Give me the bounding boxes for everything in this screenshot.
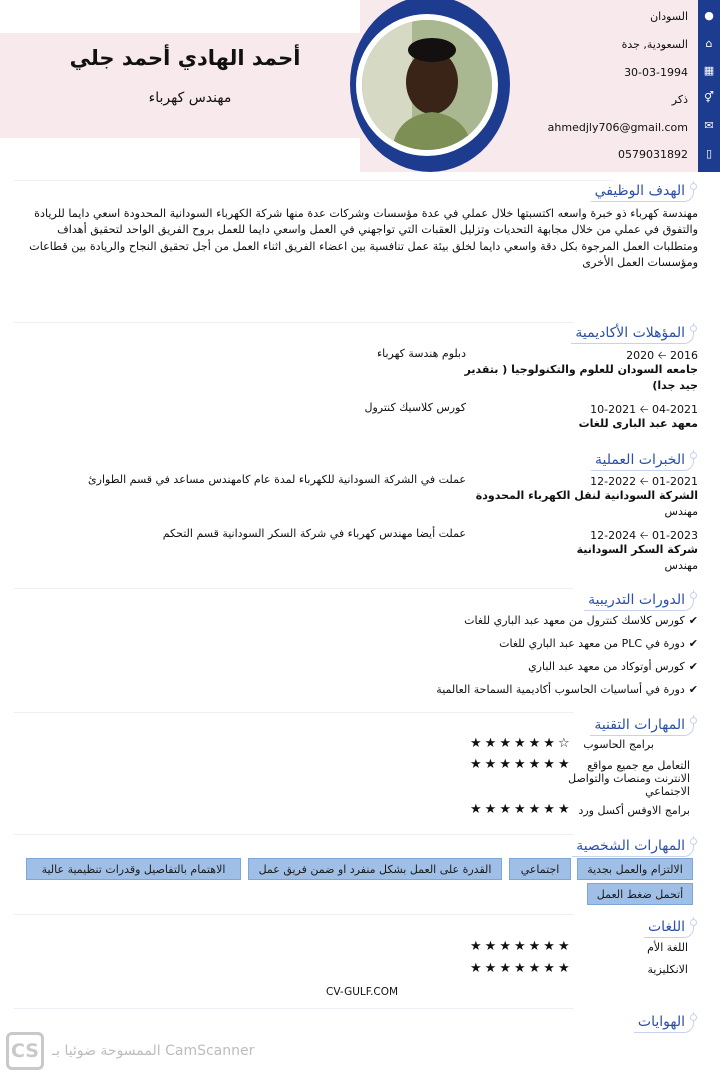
profile-photo <box>362 20 492 150</box>
language-name: الانكليزية <box>647 963 688 976</box>
star-icon: ★ <box>513 961 529 976</box>
star-icon: ★ <box>543 961 558 976</box>
experience-company: الشركة السودانية لنقل الكهرباء المحدودة <box>475 489 698 502</box>
objective-text: مهندسة كهرباء ذو خبرة واسعه اكتسبتها خلال عملي في عدة مؤسسات وشركات عدة منها شركة الكهرباء السودانية المحدودة اسعي دايما للريادة والتفوق في عملي من خلال مجابهة التحديات وتزليل العقبات التي تواجهني في العمل واسعي دايما للعمل بروح الفريق الواحد لتحقيق أهداف ومتطلبات العمل المرجوة بكل دقة واسعي دايما لخلق بيئة عمل تنافسية بين اعضاء الفريق اثناء العمل من أجل تحقيق النجاح والريادة بين قطاعات ومؤسسات العمل الأخرى <box>29 207 698 269</box>
education-institution: جامعه السودان للعلوم والتكنولوجيا ( بتقدير <box>464 363 698 376</box>
personal-skill-tag: اجتماعي <box>509 858 571 880</box>
star-icon: ★ <box>484 802 500 817</box>
star-icon: ★ <box>484 939 500 954</box>
star-icon: ★ <box>528 757 544 772</box>
location-icon: ● <box>704 9 714 22</box>
experience-dates: 01-2021 🡠 12-2022 <box>590 475 698 488</box>
personal-skill-tag: أتحمل ضغط العمل <box>587 883 693 905</box>
check-icon: ✔ <box>688 614 698 627</box>
star-icon: ★ <box>528 802 544 817</box>
star-icon: ★ <box>499 736 514 751</box>
calendar-icon: ▦ <box>703 64 715 77</box>
divider <box>14 712 574 713</box>
star-icon: ★ <box>499 802 514 817</box>
contact-country: السودان <box>650 10 688 23</box>
tech-skill-name-cont: الانترنت ومنصات والتواصل <box>568 772 690 785</box>
star-icon: ★ <box>528 961 544 976</box>
arrow-left-icon: 🡠 <box>639 475 649 488</box>
languages-title: اللغات <box>644 917 694 938</box>
experience-company: شركة السكر السودانية <box>576 543 698 556</box>
divider <box>14 834 574 835</box>
experience-role: مهندس <box>664 505 698 518</box>
star-icon: ★ <box>543 802 558 817</box>
home-icon: ⌂ <box>705 37 713 50</box>
course-item: ✔كورس كلاسك كنترول من معهد عبد الباري للغات <box>464 614 698 627</box>
course-item: ✔كورس أوتوكاد من معهد عبد الباري <box>528 660 698 673</box>
star-icon: ★ <box>528 736 544 751</box>
tech-skill-rating <box>470 802 573 817</box>
job-title: مهندس كهرباء <box>148 90 232 106</box>
star-icon: ★ <box>513 939 529 954</box>
course-item: ✔دورة في أساسيات الحاسوب أكاديمية السماحة العالمية <box>436 683 698 696</box>
language-rating <box>470 961 573 976</box>
check-icon: ✔ <box>688 637 698 650</box>
star-icon: ★ <box>557 802 573 817</box>
contact-birth-date: 30-03-1994 <box>624 66 688 79</box>
site-watermark: CV-GULF.COM <box>326 986 399 998</box>
language-name: اللغة الأم <box>647 941 688 954</box>
education-institution: معهد عبد البارى للغات <box>578 417 698 430</box>
education-institution-cont: جيد جدا) <box>652 379 698 392</box>
tech-skill-name: برامج الاوفس أكسل ورد <box>578 804 690 817</box>
tech-skill-name: التعامل مع جميع مواقع <box>587 759 690 772</box>
education-degree: دبلوم هندسة كهرباء <box>376 347 466 360</box>
personal-skills-title: المهارات الشخصية <box>572 836 694 857</box>
tech-skills-title: المهارات التقنية <box>590 715 694 736</box>
contact-city: السعودية, جدة <box>621 38 688 51</box>
education-title: المؤهلات الأكاديمية <box>571 323 694 344</box>
star-icon: ★ <box>470 757 485 772</box>
star-icon: ★ <box>557 757 573 772</box>
star-icon: ★ <box>557 939 573 954</box>
star-icon: ★ <box>557 961 573 976</box>
camscanner-text: الممسوحة ضوئيا بـ CamScanner <box>52 1043 255 1059</box>
objective-title: الهدف الوظيفي <box>591 181 694 202</box>
divider <box>14 180 614 181</box>
star-icon: ★ <box>543 757 558 772</box>
divider <box>14 914 574 915</box>
phone-icon: ▯ <box>705 147 713 160</box>
contact-sidebar <box>698 0 720 172</box>
star-icon: ★ <box>513 736 529 751</box>
email-icon: ✉ <box>704 119 714 132</box>
course-item: ✔دورة في PLC من معهد عبد الباري للغات <box>499 637 698 650</box>
star-icon: ★ <box>470 961 485 976</box>
hobbies-title: الهوايات <box>634 1012 694 1033</box>
experience-dates: 01-2023 🡠 12-2024 <box>590 529 698 542</box>
star-icon: ★ <box>528 939 544 954</box>
star-icon: ☆ <box>557 736 573 751</box>
divider <box>14 1008 574 1009</box>
personal-skill-tag: القدرة على العمل بشكل منفرد او ضمن فريق عمل <box>248 858 502 880</box>
star-icon: ★ <box>470 802 485 817</box>
language-rating <box>470 939 573 954</box>
divider <box>14 322 574 323</box>
tech-skill-name-cont: الاجتماعي <box>645 785 690 798</box>
star-icon: ★ <box>484 961 500 976</box>
star-icon: ★ <box>543 736 558 751</box>
arrow-left-icon: 🡠 <box>639 529 649 542</box>
star-icon: ★ <box>470 736 485 751</box>
divider <box>14 588 574 589</box>
experience-title: الخبرات العملية <box>591 450 694 471</box>
education-dates: 04-2021 🡠 10-2021 <box>590 403 698 416</box>
check-icon: ✔ <box>688 683 698 696</box>
star-icon: ★ <box>484 736 500 751</box>
star-icon: ★ <box>499 939 514 954</box>
star-icon: ★ <box>470 939 485 954</box>
star-icon: ★ <box>543 939 558 954</box>
personal-skill-tag: الالتزام والعمل بجدية <box>577 858 693 880</box>
tech-skill-rating <box>470 757 573 772</box>
experience-description: عملت أيضا مهندس كهرباء في شركة السكر السودانية قسم التحكم <box>162 527 466 540</box>
full-name: أحمد الهادي أحمد جلي <box>69 46 301 70</box>
contact-phone[interactable]: 0579031892 <box>618 148 688 161</box>
arrow-left-icon: 🡠 <box>639 403 649 416</box>
experience-description: عملت في الشركة السودانية للكهرباء لمدة عام كامهندس مساعد في قسم الطوارئ <box>88 473 466 486</box>
education-dates: 2016 🡠 2020 <box>626 349 698 362</box>
contact-email[interactable]: ahmedjly706@gmail.com <box>547 121 688 134</box>
education-degree: كورس كلاسيك كنترول <box>364 401 466 414</box>
check-icon: ✔ <box>688 660 698 673</box>
gender-icon: ⚥ <box>704 91 714 104</box>
star-icon: ★ <box>513 802 529 817</box>
star-icon: ★ <box>499 757 514 772</box>
experience-role: مهندس <box>664 559 698 572</box>
courses-title: الدورات التدريبية <box>584 590 694 611</box>
arrow-left-icon: 🡠 <box>657 349 667 362</box>
camscanner-logo: CS <box>6 1032 44 1070</box>
star-icon: ★ <box>484 757 500 772</box>
star-icon: ★ <box>499 961 514 976</box>
personal-skill-tag: الاهتمام بالتفاصيل وقدرات تنظيمية عالية <box>26 858 241 880</box>
tech-skill-name: برامج الحاسوب <box>583 738 654 751</box>
contact-gender: ذكر <box>671 93 688 106</box>
tech-skill-rating <box>470 736 573 751</box>
star-icon: ★ <box>513 757 529 772</box>
